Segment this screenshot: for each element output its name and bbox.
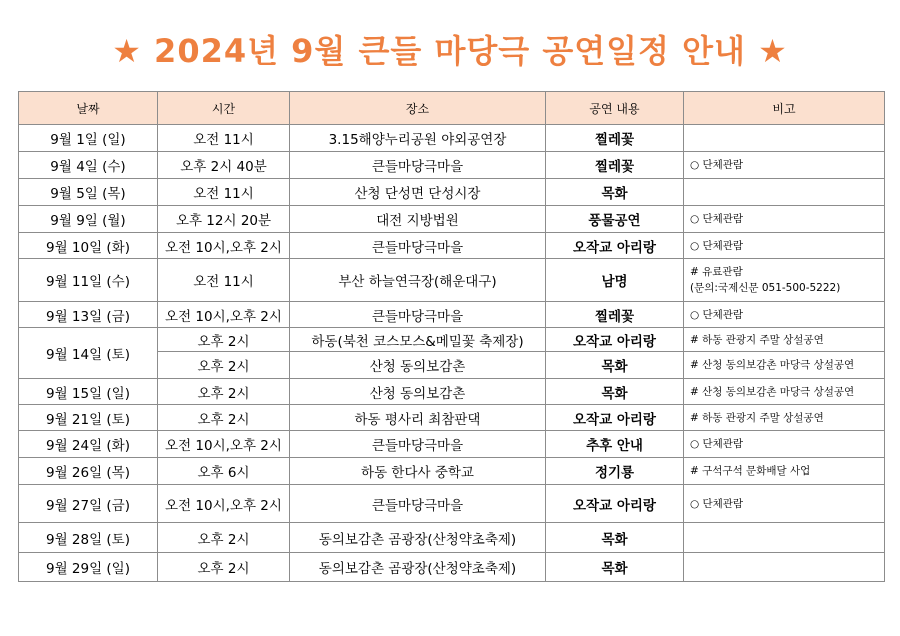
note-cell — [684, 259, 885, 302]
table-row — [19, 152, 885, 179]
header-row — [19, 92, 885, 125]
time-cell: 오후 2시 — [158, 553, 290, 582]
header-place: 장소 — [290, 92, 546, 125]
place-cell: 동의보감촌 곰광장(산청약초축제) — [290, 523, 546, 553]
note-text: # 하동 관광지 주말 상설공연 — [690, 333, 824, 346]
date-cell: 9월 10일 (화) — [19, 233, 158, 259]
date-cell: 9월 5일 (목) — [19, 179, 158, 206]
note-cell — [684, 523, 885, 553]
date-cell: 9월 11일 (수) — [19, 259, 158, 302]
note-cell — [684, 302, 885, 328]
time-cell: 오후 2시 — [158, 523, 290, 553]
note-text: ○ 단체관람 — [690, 497, 744, 510]
time-cell: 오전 10시,오후 2시 — [158, 233, 290, 259]
note-text: ○ 단체관람 — [690, 308, 744, 321]
note-cell — [684, 458, 885, 485]
note-cell — [684, 431, 885, 458]
place-cell: 산청 동의보감촌 — [290, 379, 546, 405]
table-row — [19, 233, 885, 259]
note-cell — [684, 179, 885, 206]
content-cell: 찔레꽃 — [546, 302, 684, 328]
note-cell — [684, 352, 885, 379]
table-row — [19, 553, 885, 582]
date-cell: 9월 28일 (토) — [19, 523, 158, 553]
time-cell: 오후 2시 — [158, 405, 290, 431]
table-row — [19, 458, 885, 485]
content-cell: 오작교 아리랑 — [546, 485, 684, 523]
place-cell: 산청 동의보감촌 — [290, 352, 546, 379]
time-cell: 오후 2시 — [158, 379, 290, 405]
header-date: 날짜 — [19, 92, 158, 125]
note-cell — [684, 152, 885, 179]
content-cell: 찔레꽃 — [546, 152, 684, 179]
note-text: # 하동 관광지 주말 상설공연 — [690, 411, 824, 424]
time-cell: 오후 2시 — [158, 352, 290, 379]
note-text: # 산청 동의보감촌 마당극 상설공연 — [690, 385, 855, 398]
note-cell — [684, 328, 885, 352]
place-cell: 큰들마당극마을 — [290, 152, 546, 179]
table-row — [19, 379, 885, 405]
table-row — [19, 179, 885, 206]
time-cell: 오전 10시,오후 2시 — [158, 302, 290, 328]
place-cell: 동의보감촌 곰광장(산청약초축제) — [290, 553, 546, 582]
note-text: ○ 단체관람 — [690, 213, 744, 225]
schedule-table — [18, 91, 885, 582]
table-row — [19, 328, 885, 352]
table-row — [19, 259, 885, 302]
date-cell: 9월 9일 (월) — [19, 206, 158, 233]
place-cell: 하동 평사리 최참판댁 — [290, 405, 546, 431]
date-cell: 9월 4일 (수) — [19, 152, 158, 179]
content-cell: 목화 — [546, 352, 684, 379]
time-cell: 오후 2시 40분 — [158, 152, 290, 179]
note-text: ○ 단체관람 — [690, 438, 744, 450]
date-cell: 9월 27일 (금) — [19, 485, 158, 523]
content-cell: 오작교 아리랑 — [546, 328, 684, 352]
time-cell: 오전 10시,오후 2시 — [158, 431, 290, 458]
table-row — [19, 431, 885, 458]
note-text: # 구석구석 문화배달 사업 — [690, 465, 811, 477]
content-cell: 오작교 아리랑 — [546, 405, 684, 431]
note-cell — [684, 206, 885, 233]
date-cell: 9월 15일 (일) — [19, 379, 158, 405]
note-text: # 산청 동의보감촌 마당극 상설공연 — [690, 359, 855, 371]
place-cell: 큰들마당극마을 — [290, 485, 546, 523]
page-title: ★ 2024년 9월 큰들 마당극 공연일정 안내 ★ — [112, 32, 788, 70]
place-cell: 대전 지방법원 — [290, 206, 546, 233]
time-cell: 오전 10시,오후 2시 — [158, 485, 290, 523]
content-cell: 풍물공연 — [546, 206, 684, 233]
header-content: 공연 내용 — [546, 92, 684, 125]
header-time: 시간 — [158, 92, 290, 125]
table-row — [19, 405, 885, 431]
place-cell: 큰들마당극마을 — [290, 431, 546, 458]
note-text: # 유료관람 — [690, 266, 743, 278]
time-cell: 오후 12시 20분 — [158, 206, 290, 233]
content-cell: 추후 안내 — [546, 431, 684, 458]
place-cell: 큰들마당극마을 — [290, 302, 546, 328]
note-contact-text: (문의:국제신문 051-500-5222) — [690, 282, 841, 294]
time-cell: 오전 11시 — [158, 125, 290, 152]
table-row — [19, 302, 885, 328]
note-cell — [684, 379, 885, 405]
place-cell: 3.15해양누리공원 야외공연장 — [290, 125, 546, 152]
content-cell: 오작교 아리랑 — [546, 233, 684, 259]
place-cell: 산청 단성면 단성시장 — [290, 179, 546, 206]
date-cell: 9월 13일 (금) — [19, 302, 158, 328]
note-cell — [684, 125, 885, 152]
date-cell: 9월 24일 (화) — [19, 431, 158, 458]
date-cell: 9월 21일 (토) — [19, 405, 158, 431]
header-note: 비고 — [684, 92, 885, 125]
note-cell — [684, 405, 885, 431]
content-cell: 남명 — [546, 259, 684, 302]
content-cell: 목화 — [546, 379, 684, 405]
time-cell: 오후 2시 — [158, 328, 290, 352]
date-cell: 9월 14일 (토) — [19, 328, 158, 379]
date-cell: 9월 29일 (일) — [19, 553, 158, 582]
content-cell: 정기룡 — [546, 458, 684, 485]
table-row — [19, 485, 885, 523]
content-cell: 목화 — [546, 553, 684, 582]
place-cell: 하동 한다사 중학교 — [290, 458, 546, 485]
place-cell: 부산 하늘연극장(해운대구) — [290, 259, 546, 302]
time-cell: 오후 6시 — [158, 458, 290, 485]
note-cell — [684, 233, 885, 259]
time-cell: 오전 11시 — [158, 179, 290, 206]
note-text: ○ 단체관람 — [690, 239, 744, 252]
content-cell: 목화 — [546, 179, 684, 206]
table-row — [19, 206, 885, 233]
time-cell: 오전 11시 — [158, 259, 290, 302]
table-row — [19, 125, 885, 152]
note-cell — [684, 485, 885, 523]
place-cell: 큰들마당극마을 — [290, 233, 546, 259]
table-row — [19, 523, 885, 553]
date-cell: 9월 1일 (일) — [19, 125, 158, 152]
place-cell: 하동(북천 코스모스&메밀꽃 축제장) — [290, 328, 546, 352]
date-cell: 9월 26일 (목) — [19, 458, 158, 485]
content-cell: 찔레꽃 — [546, 125, 684, 152]
content-cell: 목화 — [546, 523, 684, 553]
note-text: ○ 단체관람 — [690, 159, 744, 171]
note-cell — [684, 553, 885, 582]
